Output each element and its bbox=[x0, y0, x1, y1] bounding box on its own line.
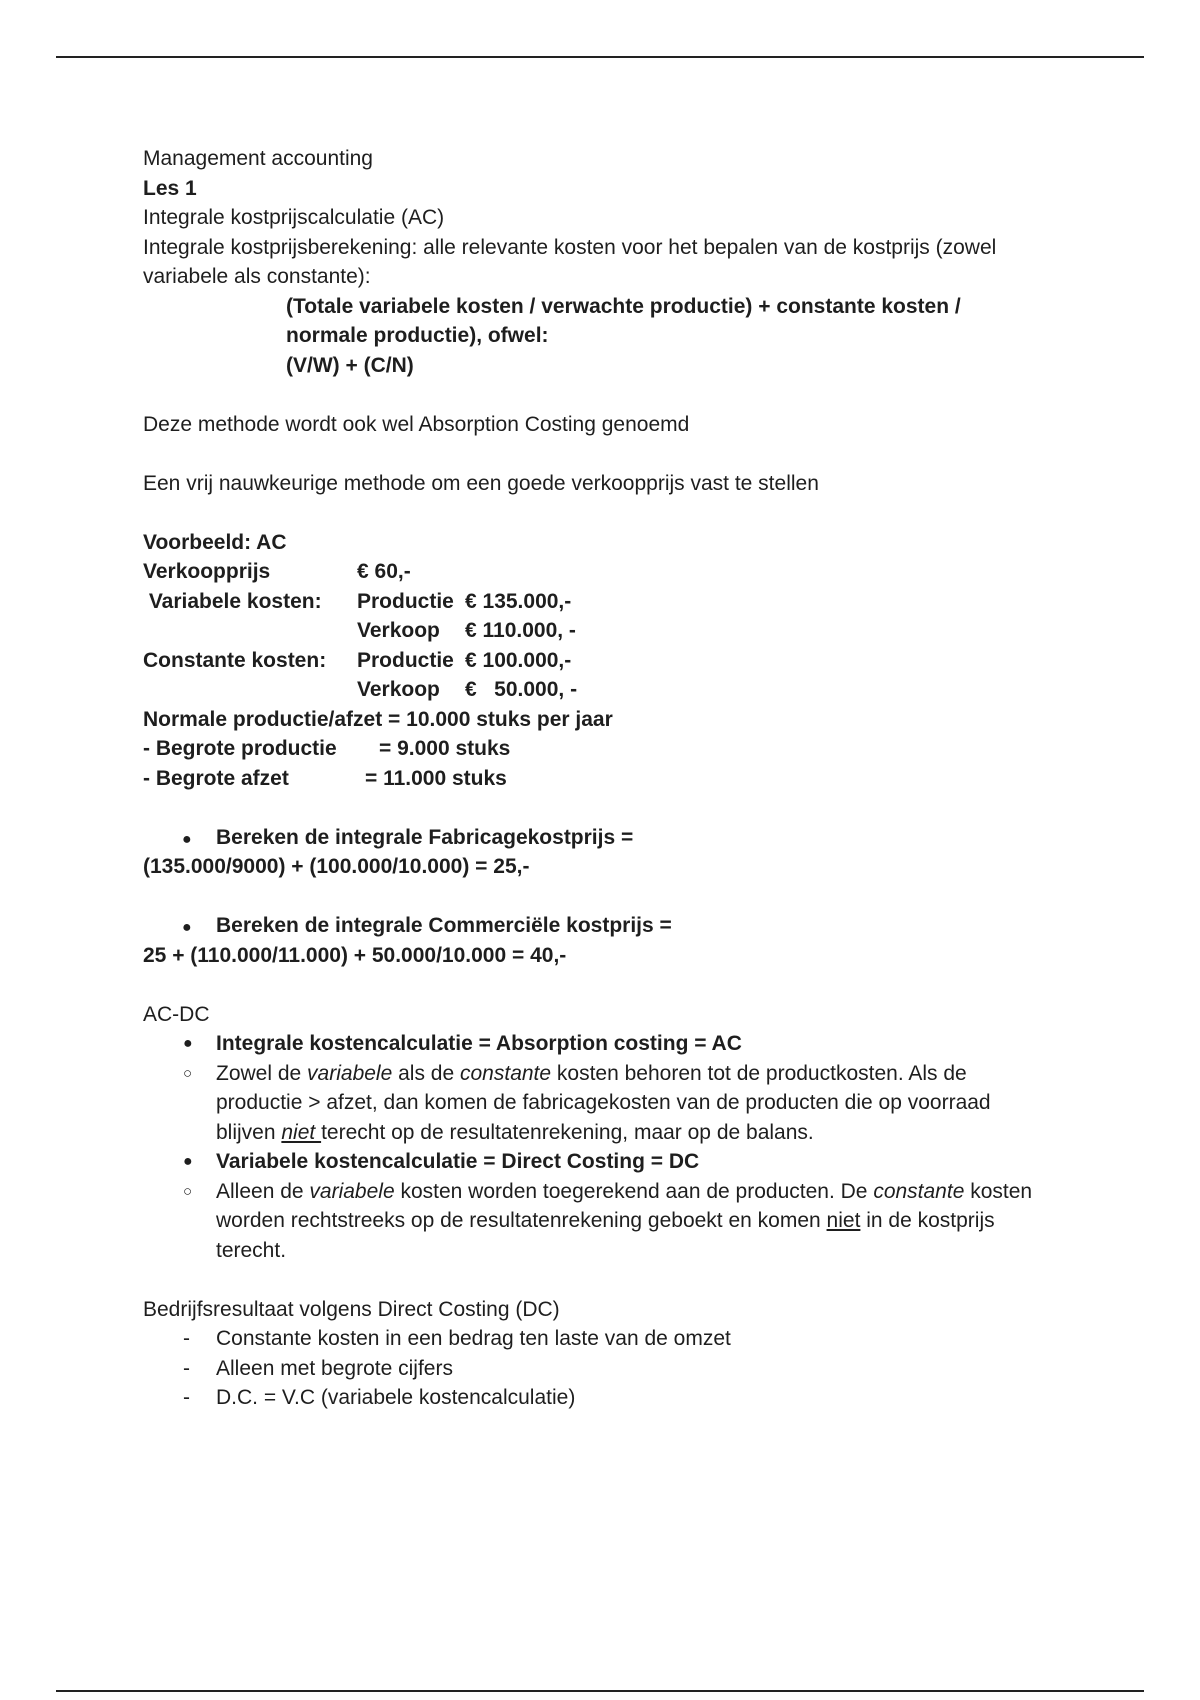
definition-line-1: Integrale kostprijsberekening: alle relevante kosten voor het bepalen van de kostprijs (zowel bbox=[143, 235, 997, 259]
bullet-icon: ● bbox=[183, 1035, 193, 1052]
footer-rule bbox=[56, 1690, 1144, 1692]
example-price-row bbox=[143, 557, 1043, 587]
dc-item-3-text: D.C. = V.C (variabele kostencalculatie) bbox=[216, 1386, 576, 1409]
acdc-item-2 bbox=[143, 1147, 1043, 1177]
const-label: Constante kosten: bbox=[143, 648, 327, 672]
example-var-sale-row bbox=[143, 616, 1043, 646]
example-const-sale-row bbox=[143, 675, 1043, 705]
formula-line-1: (Totale variabele kosten / verwachte productie) + constante kosten / bbox=[286, 294, 961, 318]
acdc-sub-2 bbox=[143, 1177, 1043, 1266]
normal-production: Normale productie/afzet = 10.000 stuks per jaar bbox=[143, 707, 613, 731]
var-sale-value: € 110.000, - bbox=[465, 619, 576, 642]
const-sale-value: € 50.000, - bbox=[465, 678, 578, 701]
acdc-sub-1-variabele: variabele bbox=[307, 1061, 393, 1085]
planned-sale-value: = 11.000 stuks bbox=[365, 766, 507, 790]
acdc-sub-2-text-c: kosten worden toegerekend aan de producten. De bbox=[394, 1179, 874, 1203]
planned-sale-label: - Begrote afzet bbox=[143, 766, 289, 790]
var-prod-value: € 135.000,- bbox=[465, 589, 572, 613]
formula-line-2: normale productie), ofwel: bbox=[286, 324, 549, 347]
example-var-prod-row bbox=[143, 587, 1043, 617]
acdc-sub-1 bbox=[143, 1059, 1043, 1148]
planned-prod-value: = 9.000 stuks bbox=[379, 737, 511, 760]
bullet-icon: ● bbox=[183, 1153, 193, 1170]
calc1-heading-row bbox=[143, 823, 1043, 853]
dc-item-2 bbox=[143, 1354, 1043, 1384]
acdc-sub-1-text-g: terecht op de resultatenrekening, maar op de balans. bbox=[321, 1120, 814, 1144]
example-heading: Voorbeeld: AC bbox=[143, 530, 287, 554]
acdc-sub-2-text-g: in de kostprijs terecht. bbox=[216, 1209, 995, 1262]
var-prod-label: Productie bbox=[357, 589, 454, 613]
const-prod-value: € 100.000,- bbox=[465, 648, 572, 672]
acdc-sub-1-text-e: kosten behoren tot de productkosten. Als de productie > afzet, dan komen de fabricagekosten van de producten die op voorraad blijven bbox=[216, 1061, 991, 1144]
header-rule bbox=[56, 56, 1144, 58]
document-body bbox=[143, 144, 1043, 1413]
dc-item-2-text: Alleen met begrote cijfers bbox=[216, 1356, 453, 1380]
calc2-heading-row bbox=[143, 911, 1043, 941]
dash-bullet-icon: - bbox=[183, 1356, 190, 1380]
planned-prod-label: - Begrote productie bbox=[143, 737, 337, 760]
dash-bullet-icon: - bbox=[183, 1386, 190, 1409]
acdc-sub-2-constante: constante bbox=[873, 1179, 965, 1203]
circle-bullet-icon: ○ bbox=[183, 1182, 193, 1200]
price-value: € 60,- bbox=[357, 560, 411, 583]
var-sale-label: Verkoop bbox=[357, 619, 440, 642]
const-prod-label: Productie bbox=[357, 648, 454, 672]
calc1-heading: Bereken de integrale Fabricagekostprijs = bbox=[216, 825, 634, 849]
const-sale-label: Verkoop bbox=[357, 678, 440, 701]
dc-item-1 bbox=[143, 1324, 1043, 1354]
page-title: Management accounting bbox=[143, 147, 373, 170]
price-label: Verkoopprijs bbox=[143, 560, 271, 583]
formula-line-3: (V/W) + (C/N) bbox=[286, 353, 414, 377]
bullet-icon: ● bbox=[182, 830, 192, 848]
acdc-sub-2-variabele: variabele bbox=[309, 1179, 395, 1203]
acdc-item-1 bbox=[143, 1029, 1043, 1059]
calc2-heading: Bereken de integrale Commerciële kostprijs = bbox=[216, 914, 672, 937]
circle-bullet-icon: ○ bbox=[183, 1064, 193, 1082]
example-const-prod-row bbox=[143, 646, 1043, 676]
dc-heading: Bedrijfsresultaat volgens Direct Costing (DC) bbox=[143, 1297, 560, 1321]
lesson-heading: Les 1 bbox=[143, 176, 197, 200]
acdc-sub-2-text-e: kosten worden rechtstreeks op de resultatenrekening geboekt en komen bbox=[216, 1179, 1033, 1232]
acdc-sub-1-text-a: Zowel de bbox=[216, 1061, 308, 1085]
note-accuracy: Een vrij nauwkeurige methode om een goede verkoopprijs vast te stellen bbox=[143, 471, 819, 495]
planned-production-row bbox=[143, 734, 1043, 764]
acdc-sub-2-text-a: Alleen de bbox=[216, 1179, 310, 1203]
acdc-sub-1-niet: niet bbox=[281, 1120, 322, 1144]
acdc-sub-2-niet: niet bbox=[826, 1209, 861, 1232]
definition-line-2: variabele als constante): bbox=[143, 265, 371, 288]
acdc-sub-1-text-c: als de bbox=[392, 1061, 460, 1085]
acdc-item-2-text: Variabele kostencalculatie = Direct Costing = DC bbox=[216, 1150, 700, 1173]
planned-sales-row bbox=[143, 764, 1043, 794]
note-absorption: Deze methode wordt ook wel Absorption Costing genoemd bbox=[143, 412, 690, 436]
var-label: Variabele kosten: bbox=[143, 589, 322, 613]
acdc-heading: AC-DC bbox=[143, 1002, 210, 1026]
dc-item-1-text: Constante kosten in een bedrag ten laste van de omzet bbox=[216, 1327, 731, 1350]
section-subtitle: Integrale kostprijscalculatie (AC) bbox=[143, 206, 445, 229]
calc1-result: (135.000/9000) + (100.000/10.000) = 25,- bbox=[143, 855, 530, 878]
acdc-sub-1-constante: constante bbox=[460, 1061, 552, 1085]
calc2-result: 25 + (110.000/11.000) + 50.000/10.000 = 40,- bbox=[143, 943, 567, 967]
acdc-item-1-text: Integrale kostencalculatie = Absorption costing = AC bbox=[216, 1032, 742, 1055]
dc-item-3 bbox=[143, 1383, 1043, 1413]
bullet-icon: ● bbox=[182, 919, 192, 936]
dash-bullet-icon: - bbox=[183, 1327, 190, 1350]
